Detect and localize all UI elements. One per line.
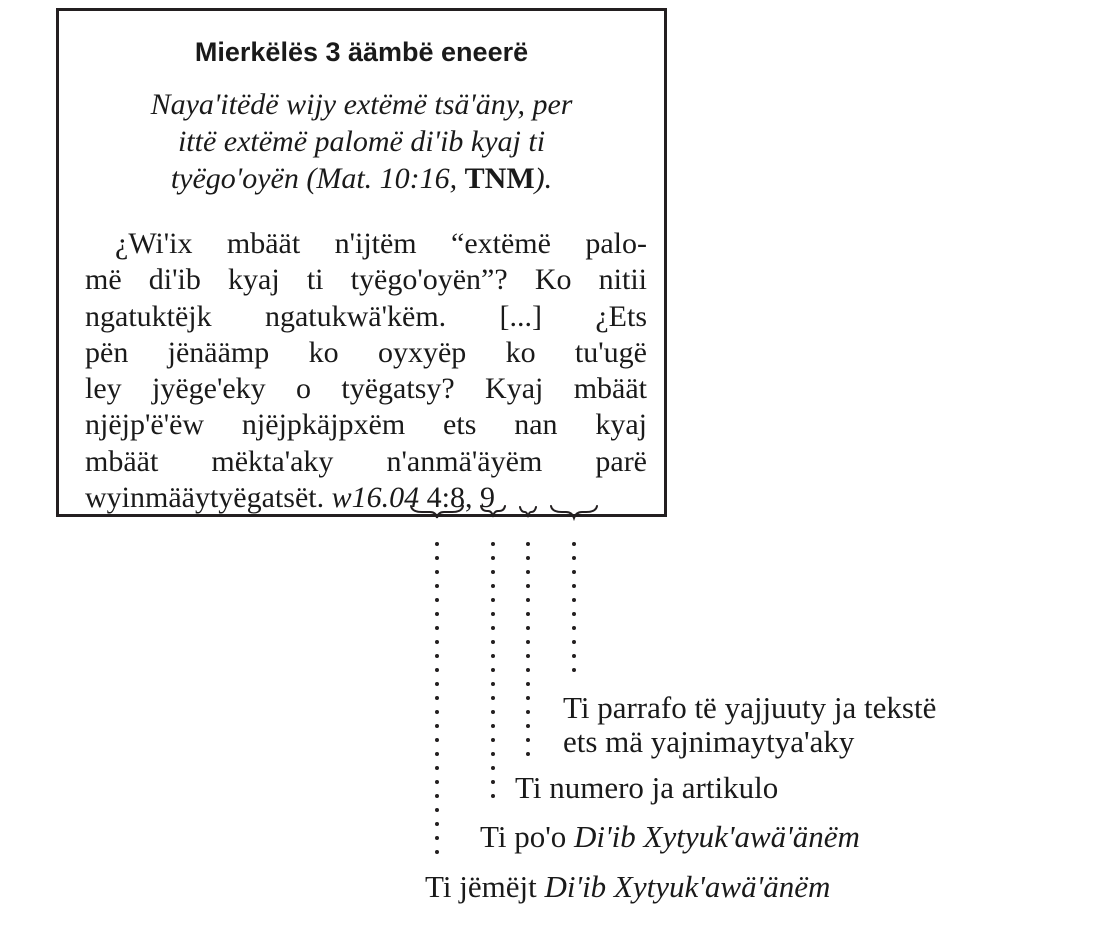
comment-line-7: mbäät mëkta'aky n'anmä'äyëm parë [85,444,647,478]
label-article-number: Ti numero ja artikulo [515,770,779,805]
comment-line-2: më di'ib kyaj ti tyëgo'oyën”? Ko nitii [85,263,647,297]
label-page-publication: Di'ib Xytyuk'awä'änëm [574,819,860,854]
brace-page [520,507,536,517]
reference-separator: : [441,481,450,515]
label-paragraphs [563,691,936,759]
theme-line-2: ittë extëmë palomë di'ib kyaj ti [177,125,546,158]
reference-publication: w16.04 [331,481,420,515]
label-issue-prefix: Ti jëmëjt [425,869,537,904]
theme-end: ). [534,162,553,195]
theme-source: TNM [464,162,535,195]
comment-line-8-text: wyinmääytyëgatsët. [85,481,325,515]
comment-line-6: njëjp'ë'ëw njëjpkäjpxëm ets nan kyaj [85,408,647,442]
label-paragraphs-line-1: Ti parrafo të yajjuuty ja tekstë [563,690,937,725]
label-page-prefix: Ti po'o [480,819,567,854]
date-heading: Mierkëlës 3 äämbë eneerë [194,37,529,67]
comment-line-4: pën jënäämp ko oyxyëp ko tu'ugë [85,335,647,369]
label-issue-publication: Di'ib Xytyuk'awä'änëm [544,869,831,904]
brace-paragraphs [551,506,597,518]
theme-line-1: Naya'itëdë wijy extëmë tsä'äny, per [150,88,573,121]
comment-line-5: ley jyëge'eky o tyëgatsy? Kyaj mbäät [85,372,647,406]
theme-line-3-text: tyëgo'oyën (Mat. 10:16, [170,162,458,195]
comment-line-1: ¿Wi'ix mbäät n'ijtëm “extëmë palo- [115,227,647,260]
reference-page: 4 [426,481,442,515]
brace-article-number [481,506,505,517]
reference-paragraphs: 8, 9 [449,481,495,515]
label-page [480,820,860,854]
comment-line-3: ngatuktëjk ngatukwä'këm. [...] ¿Ets [85,299,647,333]
brace-issue [411,506,463,518]
label-paragraphs-line-2: ets mä yajnimaytya'aky [563,724,855,759]
label-issue [425,870,830,904]
